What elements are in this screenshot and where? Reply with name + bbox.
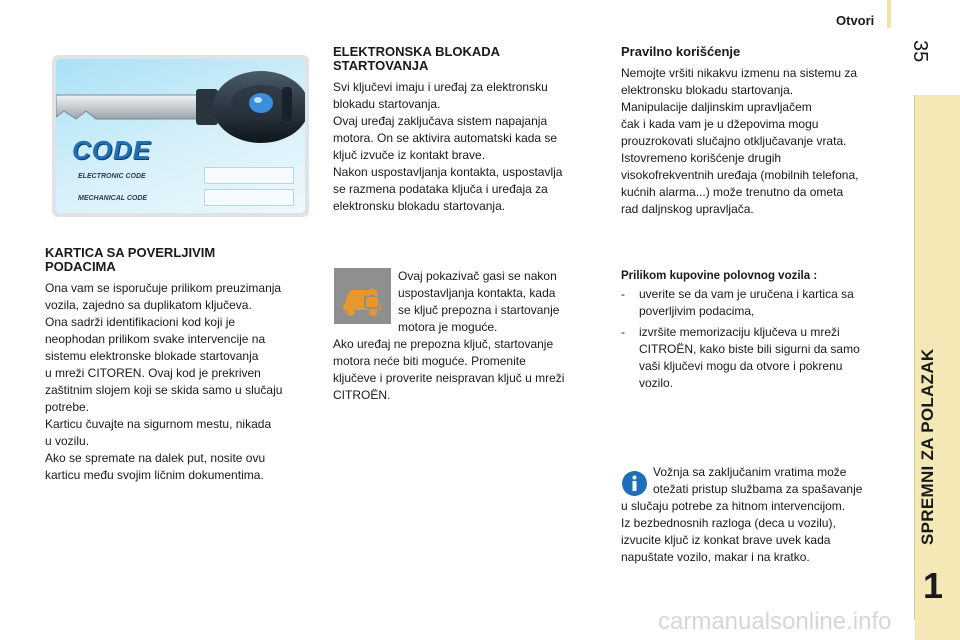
card-section-text: Ona vam se isporučuje prilikom preuzimanja vozila, zajedno sa duplikatom ključeva. Ona sadrži identifikacioni kod koji je neophodan prilikom svake intervencije na sistemu elektronske blokade startovanja u mreži CITOREN. Ovaj kod je prekriven zaštitnim slojem koji se skida samo u slučaju potrebe. Karticu čuvajte na sigurnom mestu, nikada u vozilu. Ako se spremate na dalek put, nosite ovu karticu među svojim ličnim dokumentima. [45,281,283,482]
correct-use-title: Pravilno korišćenje [621,44,741,59]
warning-note-text: Ako uređaj ne prepozna ključ, startovanje motora neće biti moguće. Promenite ključeve i proverite neispravan ključ u mreži CITROËN. [333,337,565,402]
electronic-code-box [204,167,294,184]
section-title: Otvori [836,13,875,28]
confidential-card-image [52,55,309,217]
warning-note-text-indented: Ovaj pokazivač gasi se nakon uspostavljanja kontakta, kada se ključ prepozna i startovanje motora je moguće. [398,269,560,334]
sidebar-divider [914,95,915,620]
mechanical-code-label: MECHANICAL CODE [78,195,148,202]
card-section-title: KARTICA SA POVERLJIVIM PODACIMA [45,245,216,274]
code-logo-text: CODE [72,135,152,165]
info-icon [621,470,648,497]
list-item: - uverite se da vam je uručena i kartica sa poverljivim podacima, [621,287,854,318]
page-number: 35 [909,40,931,63]
mechanical-code-box [204,189,294,206]
electronic-code-label: ELECTRONIC CODE [78,173,146,180]
header-accent-bar [887,0,891,28]
correct-use-text: Nemojte vršiti nikakvu izmenu na sistemu za elektronsku blokadu startovanja. Manipulacije daljinskim upravljačem čak i kada vam je u džepovima mogu prouzrokovati slučajno otključavanje vrata. Istovremeno korišćenje drugih visokofrekventnih uređaja (mobilnih telefona, kućnih alarma...) može trenutno da ometa rad daljnskog upravljača. [621,66,859,216]
used-vehicle-list [621,286,896,392]
list-item: - izvršite memorizaciju ključeva u mreži CITROËN, kako biste bili sigurni da samo vaši ključevi mogu da otvore i pokrenu vozilo. [621,325,860,390]
used-vehicle-title: Prilikom kupovine polovnog vozila : [621,270,818,282]
immobilizer-warning-icon [334,268,391,324]
immobilizer-section-title: ELEKTRONSKA BLOKADA STARTOVANJA [333,44,501,73]
immobilizer-section-text: Svi ključevi imaju i uređaj za elektronsku blokadu startovanja. Ovaj uređaj zaključava sistem napajanja motora. On se aktivira automatski kada se ključ izvuče iz kontakt brave. Nakon uspostavljanja kontakta, uspostavlja se razmena podataka ključa i uređaja za elektronsku blokadu startovanja. [333,80,563,213]
chapter-label: SPREMNI ZA POLAZAK [918,348,937,545]
info-note-text: u slučaju potrebe za hitnom intervencijom. Iz bezbednosnih razloga (deca u vozilu), izvucite ključ iz konkat brave uvek kada napuštate vozilo, makar i na kratko. [621,499,846,564]
watermark: carmanualsonline.info [658,608,892,635]
info-note-text-indented: Vožnja sa zaključanim vratima može otežati pristup službama za spašavanje [653,465,863,496]
chapter-number: 1 [923,565,944,606]
